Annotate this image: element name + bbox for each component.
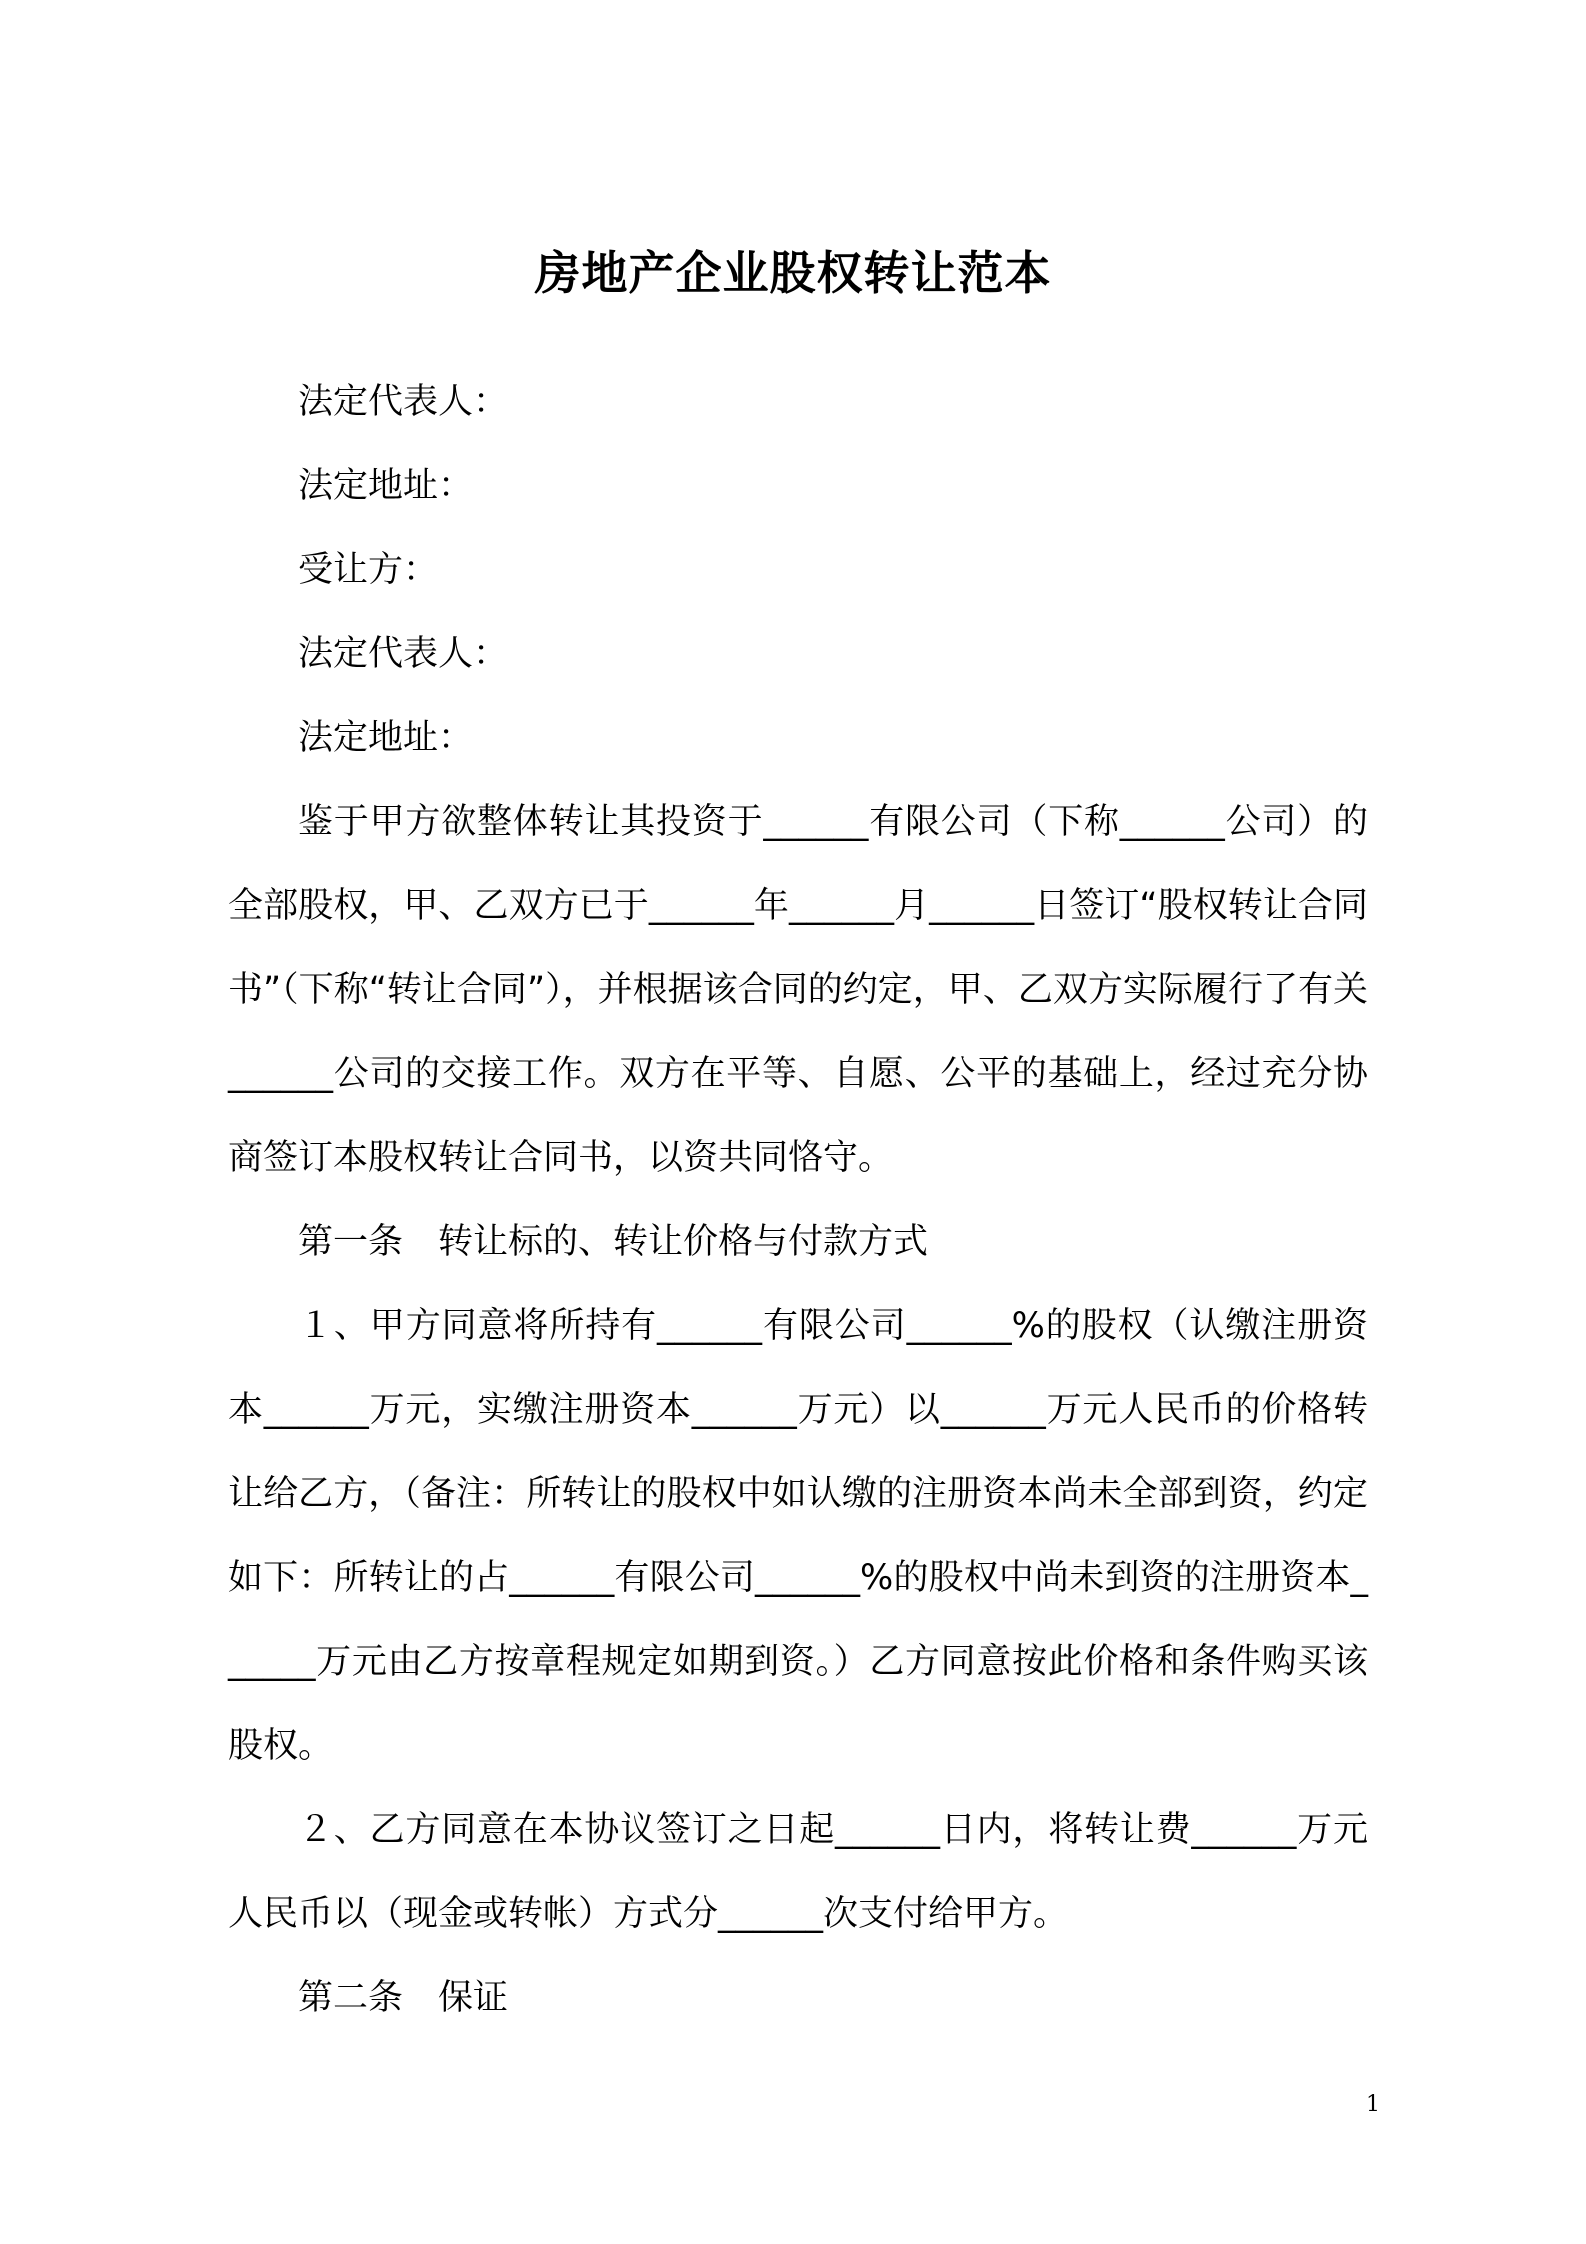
field-legal-representative: 法定代表人： bbox=[298, 382, 509, 422]
field-transferee-legal-representative: 法定代表人： bbox=[298, 634, 509, 674]
article-1-heading: 第一条 转让标的、转让价格与付款方式 bbox=[298, 1222, 929, 1262]
article-1-clause-2: ２、乙方同意在本协议签订之日起______日内，将转让费______万元人民币以（现金或转帐）方式分______次支付给甲方。 bbox=[228, 1810, 1368, 1934]
field-transferee-legal-address: 法定地址： bbox=[298, 718, 474, 758]
document-body bbox=[228, 360, 1368, 2040]
document-title: 房地产企业股权转让范本 bbox=[534, 245, 1052, 300]
field-legal-address: 法定地址： bbox=[298, 466, 474, 506]
article-1-clause-1: １、甲方同意将所持有______有限公司______%的股权（认缴注册资本______万元，实缴注册资本______万元）以______万元人民币的价格转让给乙方，（备注：所转让的股权中如认缴的注册资本尚未全部到资，约定如下：所转让的占______有限公司______%的股权中尚未到资的注册资本______万元由乙方按章程规定如期到资。）乙方同意按此价格和条件购买该股权。 bbox=[228, 1306, 1368, 1766]
page-number: 1 bbox=[1366, 2092, 1380, 2117]
article-2-heading: 第二条 保证 bbox=[298, 1978, 509, 2018]
preamble-paragraph: 鉴于甲方欲整体转让其投资于______有限公司（下称______公司）的全部股权，甲、乙双方已于______年______月______日签订“股权转让合同书”（下称“转让合同”），并根据该合同的约定，甲、乙双方实际履行了有关______公司的交接工作。双方在平等、自愿、公平的基础上，经过充分协商签订本股权转让合同书，以资共同恪守。 bbox=[228, 802, 1368, 1178]
field-transferee: 受让方： bbox=[298, 550, 439, 590]
